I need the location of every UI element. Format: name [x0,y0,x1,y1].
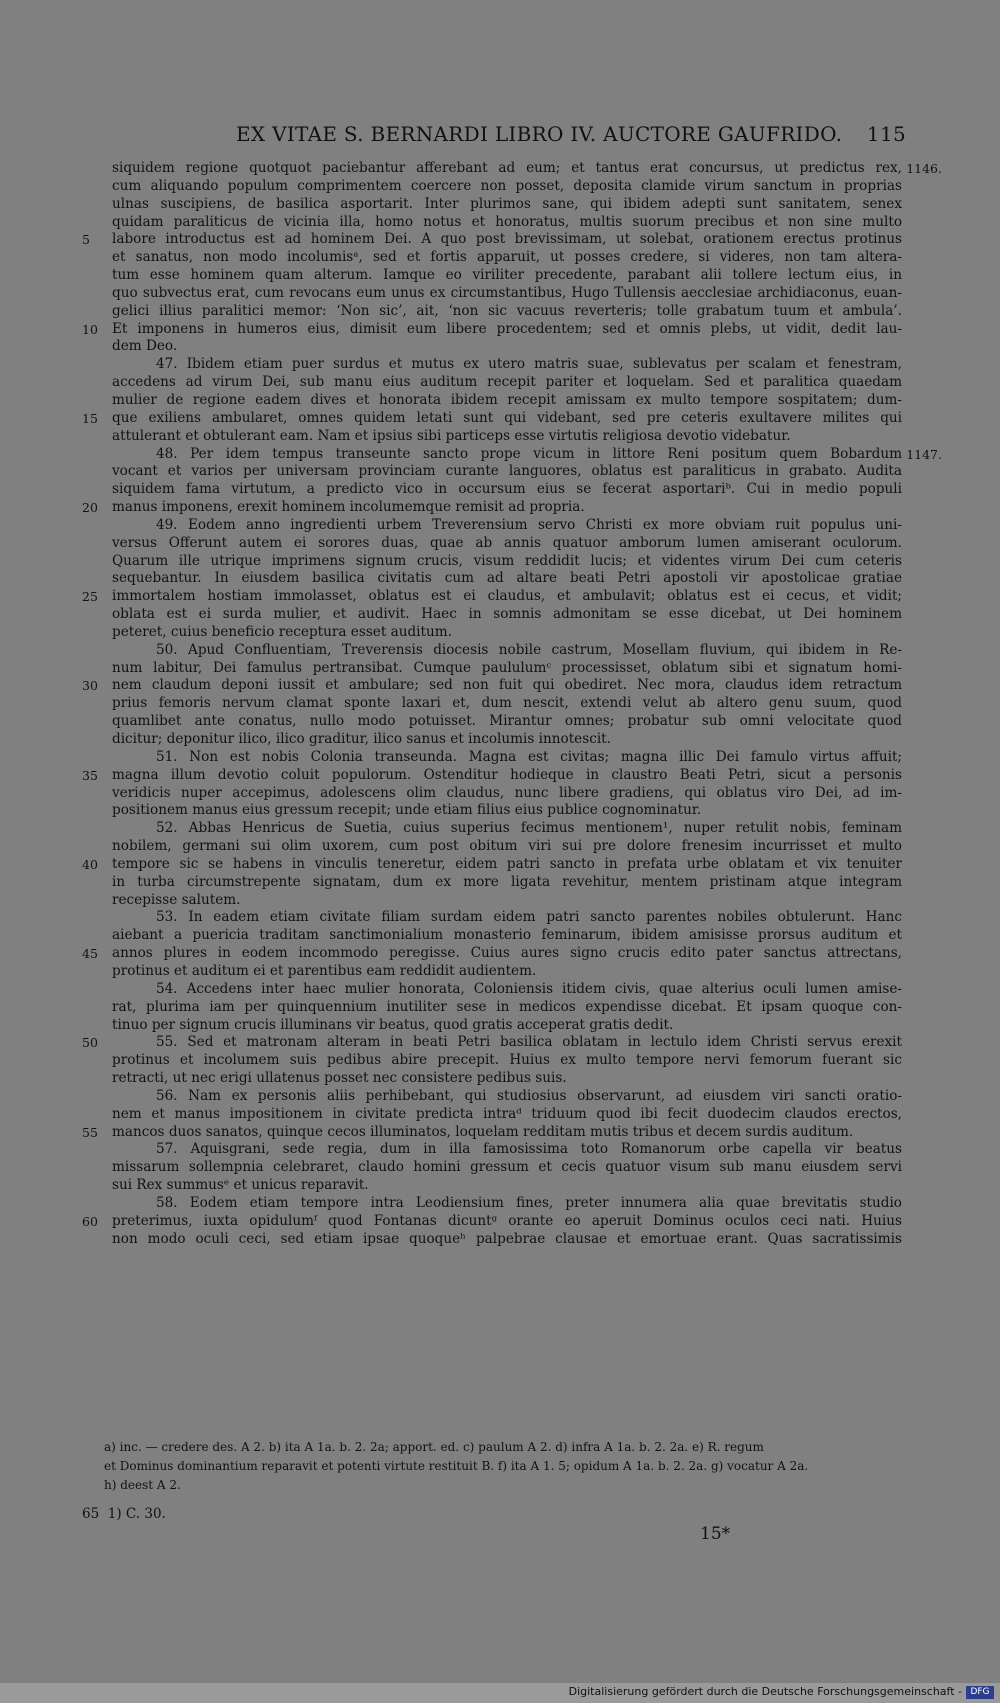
text-line [112,445,942,464]
text-line [112,1106,902,1124]
text-line [82,409,902,428]
line-text: tinuo per signum crucis illuminans vir beatus, quod gratis acceperat gratis dedit. [112,1016,674,1033]
text-line [112,731,902,749]
text-line [112,820,902,838]
line-text: labore introductus est ad hominem Dei. A quo post brevissimam, ut solebat, orationem erectus protinus [112,231,902,248]
text-line [82,1212,902,1231]
line-number: 10 [82,321,98,337]
text-line [112,463,902,481]
text-line [112,196,902,214]
line-number: 60 [82,1213,98,1229]
text-line [112,1231,902,1249]
line-text: mulier de regione eadem dives et honorata ibidem recepit amissam ex multo tempore sospitatem; dum- [112,391,902,408]
line-number: 5 [82,232,90,248]
text-line [82,320,902,339]
line-text: 50. Apud Confluentiam, Treverensis diocesis nobile castrum, Mosellam fluvium, qui ibidem in Re- [156,641,902,658]
line-number: 50 [82,1035,98,1051]
line-text: annos plures in eodem incommodo peregisse. Cuius aures signo crucis edito pater sanctus attrectans, [112,945,902,962]
line-text: 47. Ibidem etiam puer surdus et mutus ex utero matris suae, sublevatus per scalam et fenestram, [156,356,902,373]
line-text: mancos duos sanatos, quinque cecos illuminatos, loquelam redditam mutis tribus et decem surdis auditum. [112,1123,854,1140]
credit-text: Digitalisierung gefördert durch die Deutsche Forschungsgemeinschaft - [568,1685,962,1698]
line-text: ulnas suscipiens, de basilica asportarit. Inter plurimos sane, qui ibidem adepti sunt sanitatem, senex [112,195,902,212]
text-line [112,660,902,678]
line-text: missarum sollempnia celebraret, claudo homini gressum et cecis quatuor visum sub manu eiusdem servi [112,1159,902,1176]
line-text: gelici illius paralitici memor: ‘Non sic’, ait, ‘non sic vacuus reverteris; tolle grabatum tuum et ambula’. [112,302,902,319]
text-line [112,178,902,196]
text-line [112,624,902,642]
line-text: immortalem hostiam immolasset, oblatus est ei claudus, et ambulavit; oblatus est ei cecus, et vidit; [112,588,902,605]
text-line [112,517,902,535]
text-line [112,249,902,267]
margin-year: 1146. [906,161,942,176]
line-text: nem et manus impositionem in civitate predicta intraᵈ triduum quod ibi fecit duodecim claudos erectos, [112,1105,902,1122]
line-text: veridicis nuper accepimus, adolescens olim claudus, nunc libere gradiens, qui oblatus viro Dei, ad im- [112,784,902,801]
line-text: non modo oculi ceci, sed etiam ipsae quoqueʰ palpebrae clausae et emortuae erant. Quas sacratissimis [112,1230,902,1247]
line-text: 52. Abbas Henricus de Suetia, cuius superius fecimus mentionem¹, nuper retulit nobis, feminam [156,820,902,837]
line-text: siquidem regione quotquot paciebantur afferebant ad eum; et tantus erat concursus, ut predictus rex, [112,160,902,176]
digitization-credit-bar [0,1683,1000,1703]
line-text: aiebant a puericia traditam sanctimonialium monasterio feminarum, ibidem amisisse prorsus auditum et [112,927,902,944]
footnote-text: 1) C. 30. [107,1506,166,1522]
line-text: 49. Eodem anno ingredienti urbem Treverensium servo Christi ex more obviam ruit populus uni- [156,516,902,533]
line-text: manus imponens, erexit hominem incolumemque remisit ad propria. [112,499,585,516]
line-text: sequebantur. In eiusdem basilica civitatis cum ad altare beati Petri apostoli vir apostolicae gratiae [112,570,902,587]
text-line [82,677,902,695]
text-line [112,695,902,713]
text-line [82,766,902,785]
line-text: 54. Accedens inter haec mulier honorata, Coloniensis itidem civis, quae alterius oculi lumen amise- [156,980,902,997]
text-line [82,499,902,517]
line-text: preterimus, iuxta opidulumᶠ quod Fontanas dicuntᵍ orante eo aperuit Dominus oculos ceci nati. Huius [112,1212,902,1229]
line-text: in turba circumstrepente signatam, dum ex more ligata revehitur, mentem pristinam atque integram [112,873,902,890]
line-text: siquidem fama virtutum, a predicto vico in occursum eius se fecerat asportariᵇ. Cui in medio populi [112,481,902,498]
line-text: nobilem, germani sui olim uxorem, cum post obitum viri sui pre dolore frenesim incurrisset et multo [112,838,902,855]
text-line [82,1034,902,1052]
line-text: tempore sic se habens in vinculis teneretur, eidem patri sancto in prefata urbe oblatam et vix tenuiter [112,855,902,872]
line-number: 40 [82,856,98,872]
line-text: dem Deo. [112,338,178,355]
text-line [82,945,902,963]
text-line [112,1177,902,1195]
line-text: quo subvectus erat, cum revocans eum unus ex circumstantibus, Hugo Tullensis aecclesiae archidiaconus, euan- [112,284,902,301]
line-text: versus Offerunt autem ei sorores duas, quae ab annis quatuor amborum lumen amiserant oculorum. [112,534,902,551]
text-line [112,392,902,410]
text-line [112,713,902,731]
critical-apparatus [104,1438,904,1495]
line-text: magna illum devotio coluit populorum. Ostenditur hodieque in claustro Beati Petri, sicut a personis [112,766,902,783]
line-text: vocant et varios per universam provinciam curante languores, oblatus est paraliticus in grabato. Audita [112,463,902,480]
line-number: 30 [82,678,98,694]
line-text: rat, plurima iam per quinquennium inutiliter sese in medicos expendisse dicebat. Et ipsam quoque con- [112,998,902,1015]
text-line [112,802,902,820]
text-line [112,267,902,285]
text-line [112,909,902,927]
line-number: 55 [82,1124,98,1140]
line-text: attulerant et obtulerant eam. Nam et ipsius sibi particeps esse virtutis religiosa devotio videbatur. [112,427,791,444]
line-text: 53. In eadem etiam civitate filiam surdam eidem patri sancto parentes nobiles obtulerunt. Hanc [156,909,902,926]
line-text: accedens ad virum Dei, sub manu eius auditum recepit pariter et loquelam. Sed et paralitica quaedam [112,374,902,391]
line-number: 45 [82,946,98,962]
main-text [82,160,942,1248]
line-text: 58. Eodem etiam tempore intra Leodiensium fines, preter innumera alia quae brevitatis studio [156,1194,902,1211]
line-text: quidam paraliticus de vicinia illa, homo notus et honoratus, multis suorum precibus et non sine multo [112,213,902,230]
text-line [112,1195,902,1213]
footnote-line-number: 65 [82,1506,100,1522]
text-line [112,285,902,303]
line-number: 35 [82,767,98,783]
line-text: dicitur; deponitur ilico, ilico graditur, ilico sanus et incolumis innotescit. [112,731,611,747]
text-line [112,749,902,767]
line-text: 51. Non est nobis Colonia transeunda. Magna est civitas; magna illic Dei famulo virtus affuit; [156,748,902,765]
line-text: tum esse hominem quam alterum. Iamque eo viriliter precedente, parabant alii tollere lectum eius, in [112,267,902,284]
text-line [112,838,902,856]
text-line [112,1070,902,1088]
line-number: 15 [82,410,98,426]
line-text: 56. Nam ex personis aliis perhibebant, qui studiosius observarunt, ad eiusdem viri sancti oratio- [156,1087,902,1104]
text-line [112,338,902,356]
signature-mark: 15* [700,1524,731,1544]
text-line [112,874,902,892]
line-text: retracti, ut nec erigi ullatenus posset nec consistere pedibus suis. [112,1070,567,1087]
line-text: oblata est ei surda mulier, et audivit. Haec in somnis admonitam se esse dicebat, ut Dei hominem [112,606,902,623]
apparatus-line: a) inc. — credere des. A 2. b) ita A 1a. b. 2. 2a; apport. ed. c) paulum A 2. d) infra A 1a. b. 2. 2a. e) R. regum [104,1440,764,1454]
text-line [112,570,902,588]
text-line [112,963,902,981]
text-line [82,231,902,249]
text-line [112,160,942,178]
line-text: Et imponens in humeros eius, dimisit eum libere procedentem; sed et omnis plebs, ut vidit, dedit lau- [112,320,902,337]
line-text: Quarum ille utrique imprimens signum crucis, visum reddidit lucis; et videntes virum Dei cum ceteris [112,552,902,569]
line-text: sui Rex summusᵉ et unicus reparavit. [112,1177,369,1194]
text-line [112,553,902,571]
text-line [112,428,902,446]
text-line [112,1052,902,1070]
text-line [112,892,902,910]
line-text: prius femoris nervum clamat sponte laxari et, dum nescit, extendi velut ab altero genu suum, quod [112,695,902,712]
line-text: quamlibet ante conatus, nullo modo potuisset. Mirantur omnes; probatur sub omni velocitate quod [112,713,902,730]
line-text: 48. Per idem tempus transeunte sancto prope vicum in littore Reni positum quem Bobardum [156,445,902,462]
text-line [112,214,902,232]
text-line [112,785,902,803]
apparatus-line: et Dominus dominantium reparavit et potenti virtute restituit B. f) ita A 1. 5; opidum A 1a. b. 2. 2a. g) vocatur A 2a. [104,1459,809,1473]
margin-year: 1147. [906,446,942,462]
line-text: protinus et incolumem suis pedibus abire precepit. Huius ex multo tempore nervi femorum fuerant sic [112,1052,902,1069]
footnote [82,1506,166,1522]
text-line [112,999,902,1017]
text-line [112,356,902,374]
text-line [112,1017,902,1035]
text-line [82,1123,902,1142]
line-text: que exiliens ambularet, omnes quidem letati sunt qui videbant, sed pre ceteris exultavere milites qui [112,409,902,426]
line-number: 20 [82,500,98,516]
dfg-logo-icon: DFG [966,1686,994,1699]
text-line [112,374,902,392]
text-line [82,855,902,874]
text-line [112,1141,902,1159]
line-text: protinus et auditum ei et parentibus eam reddidit audientem. [112,962,537,979]
text-line [112,606,902,624]
line-text: 55. Sed et matronam alteram in beati Petri basilica oblatam in lectulo idem Christi servus erexit [156,1034,902,1051]
text-line [112,981,902,999]
line-text: positionem manus eius gressum recepit; unde etiam filius eius publice cognominatur. [112,802,702,819]
text-line [112,481,902,499]
line-number: 25 [82,589,98,605]
line-text: cum aliquando populum comprimentem coercere non posset, deposita clamide virum sanctum in proprias [112,177,902,194]
line-text: nem claudum deponi iussit et ambulare; sed non fuit qui obediret. Nec mora, claudus idem retractum [112,677,902,694]
text-line [112,927,902,945]
text-line [112,1159,902,1177]
line-text: recepisse salutem. [112,891,241,908]
running-title: EX VITAE S. BERNARDI LIBRO IV. AUCTORE GAUFRIDO. [236,122,843,146]
text-line [112,1088,902,1106]
line-text: num labitur, Dei famulus pertransibat. Cumque paululumᶜ processisset, oblatum sibi et signatum homi- [112,659,902,676]
text-line [82,588,902,606]
line-text: et sanatus, non modo incolumisᵃ, sed et fortis apparuit, ut posses credere, si videres, non tam altera- [112,249,902,266]
apparatus-line: h) deest A 2. [104,1478,181,1492]
text-line [112,642,902,660]
text-line [112,535,902,553]
line-text: peteret, cuius beneficio receptura esset auditum. [112,623,452,640]
page-number: 115 [866,122,906,146]
text-line [112,303,902,321]
line-text: 57. Aquisgrani, sede regia, dum in illa famosissima toto Romanorum orbe capella vir beatus [156,1141,902,1158]
